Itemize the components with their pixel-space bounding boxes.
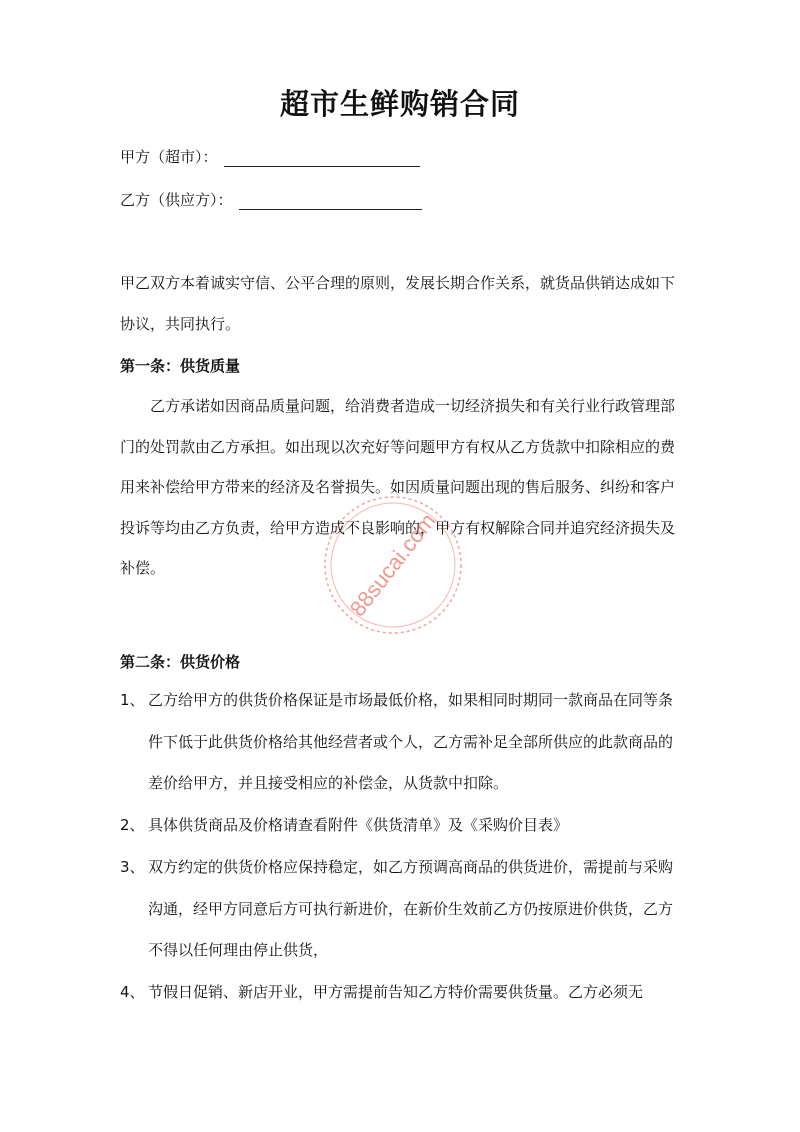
list-item-number: 4、 [120,983,145,1001]
list-item [120,680,685,805]
document-title: 超市生鲜购销合同 [279,87,520,121]
list-item-text: 乙方给甲方的供货价格保证是市场最低价格，如果相同时期同一款商品在同等条件下低于此供货价格给其他经营者或个人，乙方需补足全部所供应的此款商品的差价给甲方，并且接受相应的补偿金，从货款中扣除。 [148,691,674,792]
party-a-field [120,146,420,167]
list-item-text: 双方约定的供货价格应保持稳定，如乙方预调高商品的供货进价，需提前与采购沟通，经甲方同意后方可执行新进价，在新价生效前乙方仍按原进价供货，乙方不得以任何理由停止供货， [148,858,674,959]
list-item [120,972,685,1014]
party-b-blank-line [239,195,422,210]
list-item-number: 2、 [120,816,145,834]
list-item [120,805,685,847]
party-b-field [120,189,422,210]
party-a-label: 甲方（超市）： [120,148,218,166]
article1-heading: 第一条：供货质量 [120,357,241,375]
list-item-number: 3、 [120,858,145,876]
list-item-text: 具体供货商品及价格请查看附件《供货清单》及《采购价目表》 [148,816,569,834]
watermark-text: 88sucai.com [344,508,441,622]
article2-heading: 第二条：供货价格 [120,653,241,671]
intro-paragraph: 甲乙双方本着诚实守信、公平合理的原则，发展长期合作关系，就货品供销达成如下协议，共同执行。 [120,274,676,333]
list-item [120,847,685,972]
list-item-text: 节假日促销、新店开业，甲方需提前告知乙方特价需要供货量。乙方必须无 [148,983,644,1001]
party-b-label: 乙方（供应方）： [120,191,233,209]
party-a-blank-line [224,152,420,167]
list-item-number: 1、 [120,691,145,709]
article1-body: 乙方承诺如因商品质量问题，给消费者造成一切经济损失和有关行业行政管理部门的处罚款由乙方承担。如出现以次充好等问题甲方有权从乙方货款中扣除相应的费用来补偿给甲方带来的经济及名誉损失。如因质量问题出现的售后服务、纠纷和客户投诉等均由乙方负责，给甲方造成不良影响的，甲方有权解除合同并追究经济损失及补偿。 [120,397,676,577]
